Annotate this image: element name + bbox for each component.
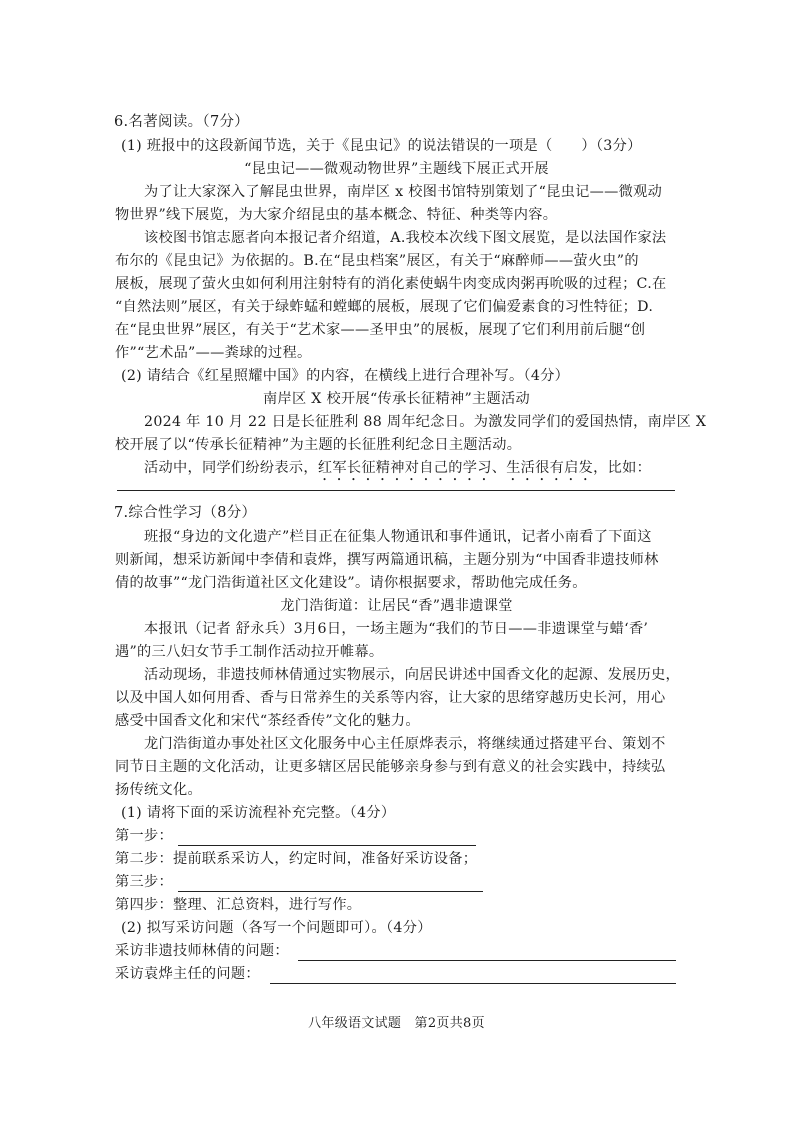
q6-activity-answer-prompt xyxy=(144,458,651,484)
q6-activity-line: 校开展了以“传承长征精神”为主题的长征胜利纪念日主题活动。 xyxy=(115,437,522,453)
q7-intro-line: 班报“身边的文化遗产”栏目正在征集人物通讯和事件通讯，记者小南看了下面这 xyxy=(144,529,652,545)
q7-news-line: 龙门浩街道办事处社区文化服务中心主任原烨表示，将继续通过搭建平台、策划不 xyxy=(144,736,666,752)
interview-question-label-lin: 采访非遗技师林倩的问题： xyxy=(115,943,289,959)
q6-news-line: 布尔的《昆虫记》为依据的。B.在“昆虫档案”展区，有关于“麻醉师——萤火虫”的 xyxy=(115,253,639,269)
q7-intro-line: 则新闻，想采访新闻中李倩和袁烨，撰写两篇通讯稿，主题分别为“中国香非遗技师林 xyxy=(115,552,659,568)
q6-activity-line: 2024 年 10 月 22 日是长征胜利 88 周年纪念日。为激发同学们的爱国热情，南岸区 X xyxy=(144,414,707,430)
step-1-label: 第一步： xyxy=(115,828,173,844)
q6-news-line: 该校图书馆志愿者向本报记者介绍道，A.我校本次线下图文展览，是以法国作家法 xyxy=(144,230,667,246)
activity-suffix: ，比如： xyxy=(593,460,652,476)
q7-news-line: 同节日主题的文化活动，让更多辖区居民能够亲身参与到有意义的社会实践中，持续弘 xyxy=(115,759,666,775)
q6-news-line: “自然法则”展区，有关于绿蚱蜢和螳螂的展板，展现了它们偏爱素食的习性特征；D. xyxy=(115,299,654,315)
step-1-answer-line[interactable] xyxy=(178,845,476,846)
q7-news-line: 以及中国人如何用香、香与日常养生的关系等内容，让大家的思绪穿越历史长河，用心 xyxy=(115,690,666,706)
q6-part1-prompt: (1) 班报中的这段新闻节选，关于《昆虫记》的说法错误的一项是（ ）（3分） xyxy=(121,138,642,154)
q7-news-line: 感受中国香文化和宋代“茶经香传”文化的魅力。 xyxy=(115,713,420,729)
interview-question-line-yuan[interactable] xyxy=(270,983,676,984)
q6-news-line: 物世界”线下展览，为大家介绍昆虫的基本概念、特征、种类等内容。 xyxy=(115,207,558,223)
q6-answer-line[interactable] xyxy=(117,490,675,491)
step-2-text: 第二步：提前联系采访人，约定时间，准备好采访设备； xyxy=(115,851,478,867)
activity-emphasis-text: 红军长征精神对自己的学习、生活很有启发 xyxy=(317,460,594,476)
q6-news-line: 在“昆虫世界”展区，有关于“艺术家——圣甲虫”的展板，展现了它们利用前后腿“创 xyxy=(115,322,646,338)
q7-heading: 7.综合性学习（8分） xyxy=(114,505,257,521)
q7-news-line: 扬传统文化。 xyxy=(115,782,202,798)
interview-question-line-lin[interactable] xyxy=(298,960,676,961)
step-4-text: 第四步：整理、汇总资料，进行写作。 xyxy=(115,897,362,913)
q7-news-line: 遇”的三八妇女节手工制作活动拉开帷幕。 xyxy=(115,644,384,660)
q6-part2-prompt: (2) 请结合《红星照耀中国》的内容，在横线上进行合理补写。（4分） xyxy=(121,368,570,384)
q7-news-line: 本报讯（记者 舒永兵）3月6日，一场主题为“我们的节日——非遗课堂与蜡‘香’ xyxy=(144,621,649,637)
q6-news-title: “昆虫记——微观动物世界”主题线下展正式开展 xyxy=(244,161,549,177)
q6-news-line: 作”“艺术品”——粪球的过程。 xyxy=(115,345,312,361)
step-3-label: 第三步： xyxy=(115,874,173,890)
q7-news-title: 龙门浩街道：让居民“香”遇非遗课堂 xyxy=(280,598,513,614)
activity-prefix: 活动中，同学们纷纷表示， xyxy=(144,460,318,476)
step-3-answer-line[interactable] xyxy=(178,891,483,892)
q6-news-line: 为了让大家深入了解昆虫世界，南岸区 x 校图书馆特别策划了“昆虫记——微观动 xyxy=(144,184,663,200)
q7-intro-line: 倩的故事”“龙门浩街道社区文化建设”。请你根据要求，帮助他完成任务。 xyxy=(115,575,587,591)
q7-sub2-prompt: (2) 拟写采访问题（各写一个问题即可）。（4分） xyxy=(121,920,432,936)
q6-activity-title: 南岸区 X 校开展“传承长征精神”主题活动 xyxy=(263,391,530,407)
interview-question-label-yuan: 采访袁烨主任的问题： xyxy=(115,966,260,982)
q6-news-line: 展板，展现了萤火虫如何利用注射特有的消化素使蜗牛肉变成肉粥再吮吸的过程；C.在 xyxy=(115,276,667,292)
page-footer: 八年级语文试题 第2页共8页 xyxy=(308,1016,485,1031)
q7-sub1-prompt: (1) 请将下面的采访流程补充完整。（4分） xyxy=(121,805,396,821)
q7-news-line: 活动现场，非遗技师林倩通过实物展示，向居民讲述中国香文化的起源、发展历史， xyxy=(144,667,681,683)
q6-heading: 6.名著阅读。（7分） xyxy=(114,114,250,130)
